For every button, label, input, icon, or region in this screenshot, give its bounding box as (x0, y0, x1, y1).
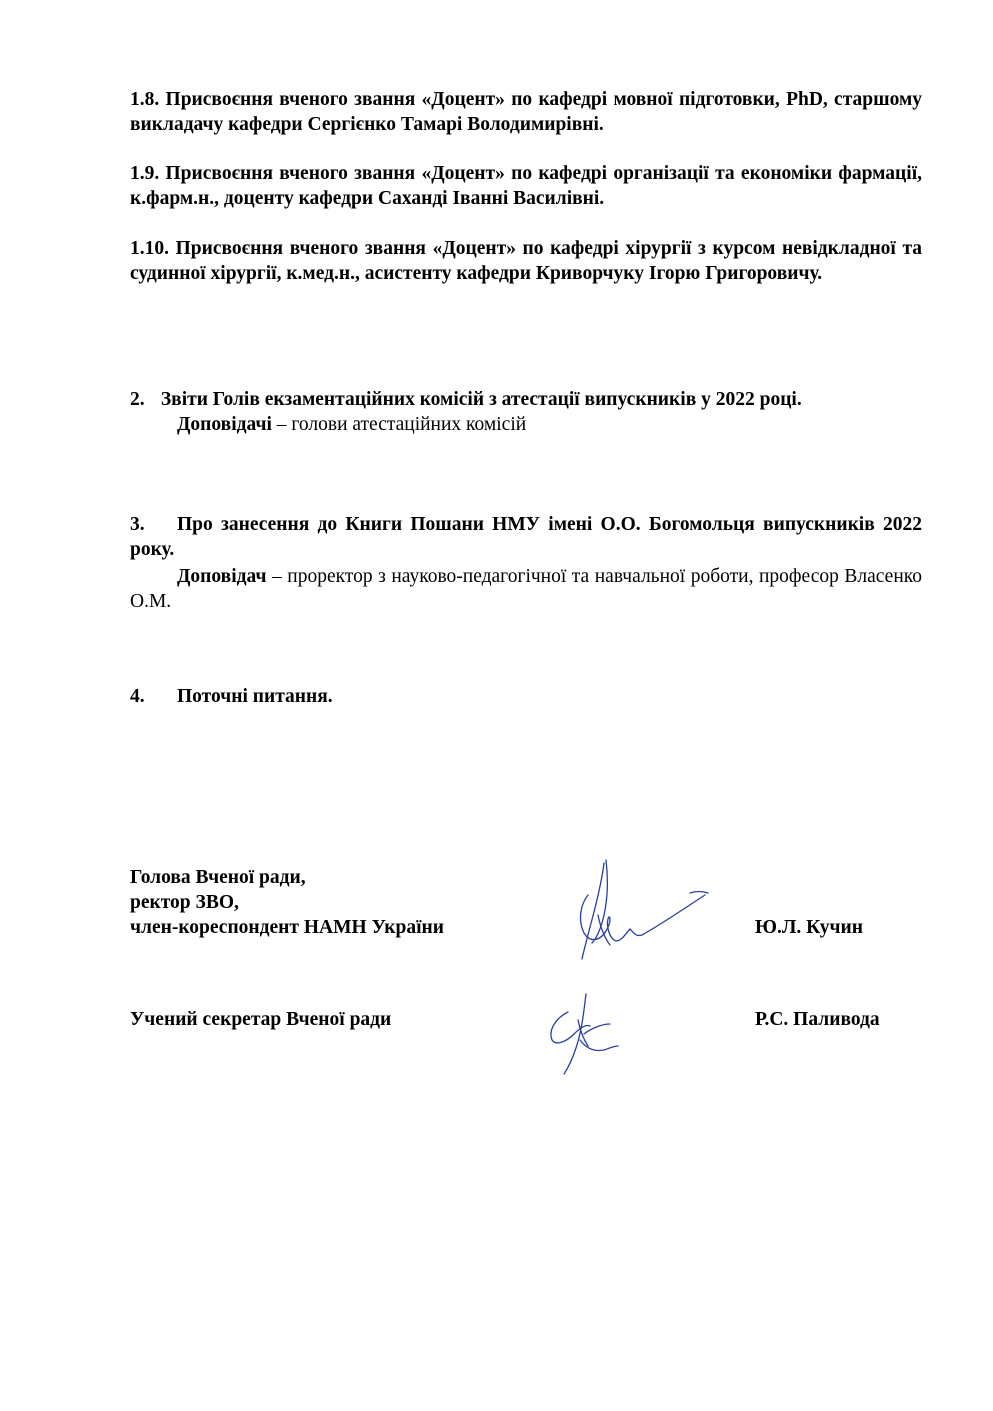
agenda-section-3-speaker (130, 565, 922, 614)
section-number: 4. (130, 686, 145, 707)
item-number: 1.10. (130, 238, 169, 259)
chair-title-line-3: член-кореспондент НАМН України (130, 917, 444, 938)
speaker-label: Доповідачі (177, 414, 272, 435)
section-title: Поточні питання. (177, 686, 333, 707)
chair-title-line-1: Голова Вченої ради, (130, 867, 306, 888)
item-text: Присвоєння вченого звання «Доцент» по кафедрі хірургії з курсом невідкладної та судинної хірургії, к.мед.н., асистенту кафедри Криворчуку Ігорю Григоровичу. (130, 238, 923, 284)
secretary-name: Р.С. Паливода (755, 1009, 880, 1030)
secretary-title: Учений секретар Вченої ради (130, 1009, 392, 1030)
item-number: 1.8. (130, 89, 160, 110)
section-title: Про занесення до Книги Пошани НМУ імені О.О. Богомольця випускників 2022 року. (130, 514, 922, 560)
speaker-text: – голови атестаційних комісій (271, 414, 527, 435)
item-text: Присвоєння вченого звання «Доцент» по кафедрі мовної підготовки, PhD, старшому викладачу кафедри Сергієнко Тамарі Володимирівні. (130, 89, 922, 135)
agenda-item-1-8 (130, 88, 922, 137)
agenda-section-2-speaker (130, 413, 922, 438)
agenda-section-4-title (130, 685, 922, 710)
section-number: 3. (130, 514, 145, 535)
agenda-section-2-title (130, 388, 922, 413)
agenda-item-1-9 (130, 162, 922, 211)
agenda-section-3-title (130, 513, 922, 562)
agenda-item-1-10 (130, 237, 922, 286)
chair-title-line-2: ректор ЗВО, (130, 892, 239, 913)
item-number: 1.9. (130, 163, 160, 184)
section-title: Звіти Голів екзаментаційних комісій з атестації випускників у 2022 році. (160, 389, 802, 410)
speaker-label: Доповідач (177, 566, 267, 587)
secretary-signature (538, 990, 628, 1080)
item-text: Присвоєння вченого звання «Доцент» по кафедрі організації та економіки фармації, к.фарм.н., доценту кафедри Саханді Іванні Василівні. (130, 163, 923, 209)
section-number: 2. (130, 389, 145, 410)
chair-signature (570, 855, 715, 965)
chair-name: Ю.Л. Кучин (755, 917, 863, 938)
speaker-text: – проректор з науково-педагогічної та навчальної роботи, професор Власенко О.М. (130, 566, 922, 612)
